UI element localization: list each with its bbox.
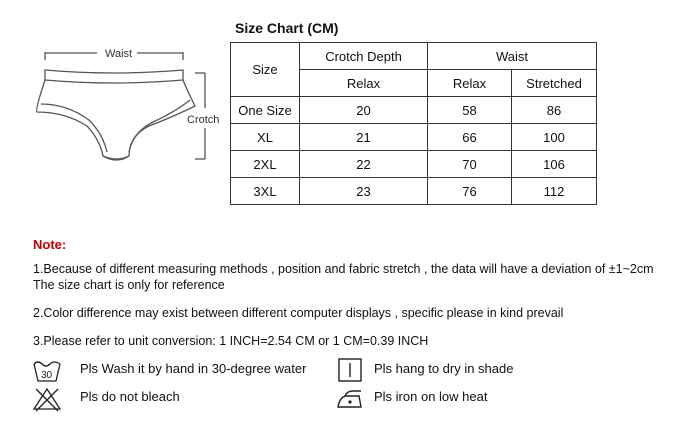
header-size: Size bbox=[231, 43, 300, 97]
cell-waist-stretched: 86 bbox=[512, 97, 597, 124]
cell-waist-relax: 76 bbox=[428, 178, 512, 205]
iron-low-heat-icon bbox=[335, 386, 365, 412]
note-line-1-continued: The size chart is only for reference bbox=[33, 278, 225, 292]
cell-waist-relax: 66 bbox=[428, 124, 512, 151]
cell-size: 3XL bbox=[231, 178, 300, 205]
briefs-illustration bbox=[25, 40, 230, 170]
cell-waist-stretched: 106 bbox=[512, 151, 597, 178]
note-line-3: 3.Please refer to unit conversion: 1 INCH=2.54 CM or 1 CM=0.39 INCH bbox=[33, 334, 429, 348]
header-waist-stretched: Stretched bbox=[512, 70, 597, 97]
table-header-row bbox=[231, 43, 597, 70]
cell-crotch-relax: 23 bbox=[300, 178, 428, 205]
table-row bbox=[231, 151, 597, 178]
header-waist: Waist bbox=[428, 43, 597, 70]
cell-waist-stretched: 100 bbox=[512, 124, 597, 151]
cell-waist-relax: 70 bbox=[428, 151, 512, 178]
svg-text:30: 30 bbox=[41, 370, 53, 381]
care-bleach-text: Pls do not bleach bbox=[80, 389, 180, 404]
table-row bbox=[231, 97, 597, 124]
care-wash-text: Pls Wash it by hand in 30-degree water bbox=[80, 361, 307, 376]
no-bleach-icon bbox=[32, 386, 62, 412]
cell-size: XL bbox=[231, 124, 300, 151]
size-chart-table bbox=[230, 42, 597, 205]
note-line-1: 1.Because of different measuring methods , position and fabric stretch , the data will have a deviation of ±1~2cm bbox=[33, 262, 654, 276]
note-label: Note: bbox=[33, 237, 67, 252]
table-row bbox=[231, 124, 597, 151]
header-crotch-depth: Crotch Depth bbox=[300, 43, 428, 70]
cell-size: 2XL bbox=[231, 151, 300, 178]
size-chart-title: Size Chart (CM) bbox=[235, 20, 339, 36]
cell-size: One Size bbox=[231, 97, 300, 124]
header-waist-relax: Relax bbox=[428, 70, 512, 97]
cell-waist-relax: 58 bbox=[428, 97, 512, 124]
header-crotch-relax: Relax bbox=[300, 70, 428, 97]
cell-crotch-relax: 20 bbox=[300, 97, 428, 124]
note-line-2: 2.Color difference may exist between different computer displays , specific please in kind prevail bbox=[33, 306, 564, 320]
hang-dry-shade-icon bbox=[335, 357, 365, 383]
crotch-label: Crotch bbox=[187, 114, 220, 126]
waist-label: Waist bbox=[105, 48, 133, 60]
cell-waist-stretched: 112 bbox=[512, 178, 597, 205]
table-row bbox=[231, 178, 597, 205]
hand-wash-30-icon bbox=[32, 357, 62, 383]
cell-crotch-relax: 22 bbox=[300, 151, 428, 178]
care-iron-text: Pls iron on low heat bbox=[374, 389, 488, 404]
cell-crotch-relax: 21 bbox=[300, 124, 428, 151]
care-dry-text: Pls hang to dry in shade bbox=[374, 361, 514, 376]
